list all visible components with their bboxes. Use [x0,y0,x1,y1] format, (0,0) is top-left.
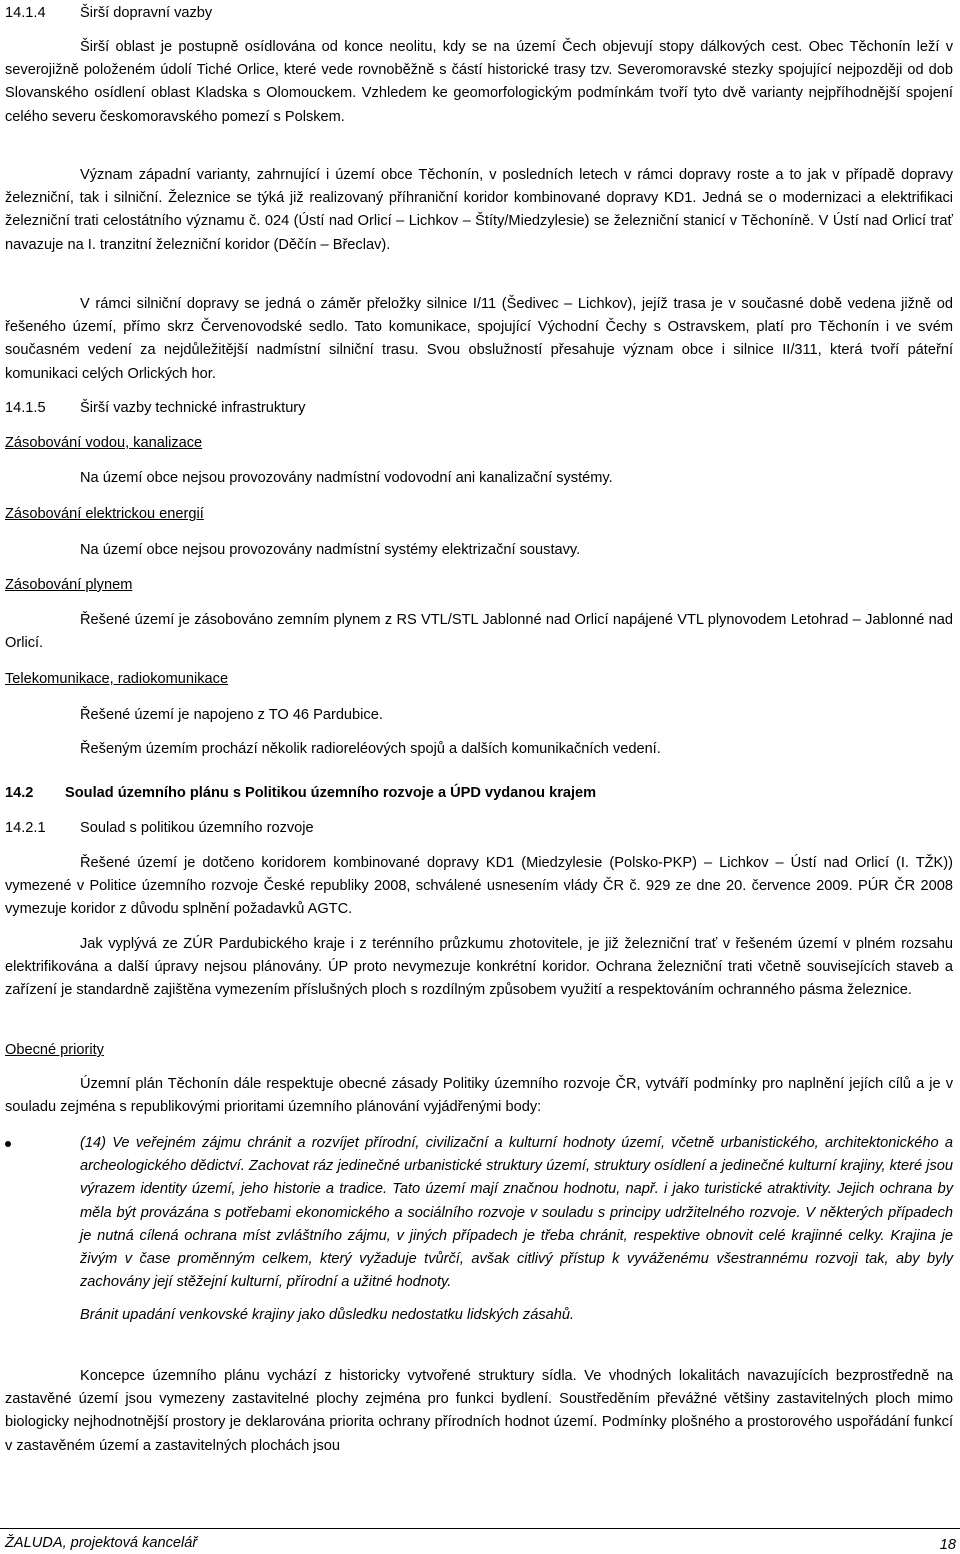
paragraph-wider-area: Širší oblast je postupně osídlována od konce neolitu, kdy se na území Čech objevují stopy dálkových cest. Obec Těchonín leží v severojižně položeném údolí Tiché Orlice, které vede rovnoběžně s částí historické trasy tzv. Severomoravské stezky spojující nejpozději od dob Slovanského osídlení oblast Kladska s Olomouckem. Vzhledem ke geomorfologickým podmínkám tvoří tyto dvě varianty nejpříhodnější spojení celého severu českomoravského pomezí s Polskem. [5,39,953,125]
subheading-water: Zásobování vodou, kanalizace [5,435,203,451]
section-heading-14-2-1 [5,817,314,840]
section-heading-14-1-4 [5,2,212,25]
section-heading-14-2 [5,782,596,805]
priority-14-text: (14) Ve veřejném zájmu chránit a rozvíjet přírodní, civilizační a kulturní hodnoty území, včetně urbanistického, architektonického a archeologického dědictví. Zachovat ráz jedinečné urbanistické struktury území, struktury osídlení a jedinečné kulturní krajiny, které jsou výrazem identity území, jeho historie a tradice. Tato území mají značnou hodnotu, např. i jako turistické atraktivity. Jejich ochrana by měla být provázána s potřebami ekonomického a sociálního rozvoje v souladu s principy udržitelného rozvoje. V některých případech je nutná cílená ochrana míst zvláštního zájmu, v jiných případech je třeba chránit, respektive obnovit celé krajinné celky. Krajina je živým v čase proměnným celkem, který vyžaduje tvůrčí, avšak citlivý přístup k vyváženému všestrannému rozvoji tak, aby byly zachovány její stěžejní kulturní, přírodní a užitné hodnoty. [80,1135,953,1291]
section-number: 14.1.4 [5,5,46,21]
section-heading-14-1-5 [5,397,305,420]
paragraph-general-principles: Územní plán Těchonín dále respektuje obecné zásady Politiky územního rozvoje ČR, vytváří podmínky pro naplnění jejích cílů a je v souladu zejména s republikovými prioritami územního plánování vyjádřenými body: [5,1076,953,1116]
subheading-gas: Zásobování plynem [5,577,133,593]
paragraph-telecom-1: Řešené území je napojeno z TO 46 Pardubice. [80,707,383,723]
subheading-priorities: Obecné priority [5,1042,104,1058]
bullet-icon [5,1141,11,1147]
subheading-telecom: Telekomunikace, radiokomunikace [5,671,229,687]
section-number: 14.2.1 [5,820,46,836]
page-number: 18 [939,1537,956,1553]
paragraph-electricity: Na území obce nejsou provozovány nadmístní systémy elektrizační soustavy. [80,542,581,558]
footer-divider [0,1528,960,1529]
section-title: Soulad územního plánu s Politikou územního rozvoje a ÚPD vydanou krajem [65,785,597,801]
paragraph-concept: Koncepce územního plánu vychází z historicky vytvořené struktury sídla. Ve vhodných lokalitách navazujících bezprostředně na zastavěné území jsou vymezeny zastavitelné plochy zejména pro funkci bydlení. Soustředěním převážné většiny zastavitelných ploch mimo biologicky nejhodnotnější prostory je deklarována priorita ochrany přírodních hodnot území. Podmínky plošného a prostorového uspořádání funkcí v zastavěném území a zastavitelných plochách jsou [5,1368,953,1454]
section-title: Soulad s politikou územního rozvoje [80,820,314,836]
paragraph-western-variant: Význam západní varianty, zahrnující i území obce Těchonín, v posledních letech v rámci dopravy roste a to jak v případě dopravy železniční, tak i silniční. Železnice se týká již realizovaný příhraniční koridor kombinované dopravy KD1. Jedná se o modernizaci a elektrifikaci železniční trati celostátního významu č. 024 (Ústí nad Orlicí – Lichkov – Štíty/Miedzylesie) se železniční stanicí v Těchoníně. V Ústí nad Orlicí trať navazuje na I. tranzitní železniční koridor (Děčín – Břeclav). [5,167,953,253]
footer-company: ŽALUDA, projektová kancelář [5,1535,198,1551]
paragraph-pur-corridor: Řešené území je dotčeno koridorem kombinované dopravy KD1 (Miedzylesie (Polsko-PKP) – Lichkov – Ústí nad Orlicí (I. TŽK)) vymezené v Politice územního rozvoje České republiky 2008, schválené usnesením vlády ČR č. 929 ze dne 20. července 2009. PÚR ČR 2008 vymezuje koridor z důvodu splnění požadavků AGTC. [5,855,953,918]
section-title: Širší dopravní vazby [80,5,213,21]
paragraph-gas: Řešené území je zásobováno zemním plynem z RS VTL/STL Jablonné nad Orlicí napájené VTL plynovodem Letohrad – Jablonné nad Orlicí. [5,612,953,652]
priority-14-text-b: Bránit upadání venkovské krajiny jako důsledku nedostatku lidských zásahů. [80,1307,575,1324]
paragraph-telecom-2: Řešeným územím prochází několik radioreléových spojů a dalších komunikačních vedení. [80,741,661,757]
paragraph-zur: Jak vyplývá ze ZÚR Pardubického kraje i z terénního průzkumu zhotovitele, je již železniční trať v řešeném území v plném rozsahu elektrifikována a další úpravy nejsou plánovány. ÚP proto nevymezuje konkrétní koridor. Ochrana železniční trati včetně souvisejících staveb a zařízení je standardně zajištěna vymezením příslušných ploch s rozdílným způsobem využití a respektováním ochranného pásma železnice. [5,936,953,999]
paragraph-water: Na území obce nejsou provozovány nadmístní vodovodní ani kanalizační systémy. [80,470,613,486]
paragraph-road-transport: V rámci silniční dopravy se jedná o záměr přeložky silnice I/11 (Šedivec – Lichkov), jejíž trasa je v současné době vedena jižně od řešeného území, přímo skrz Červenovodské sedlo. Tato komunikace, spojující Východní Čechy s Ostravskem, platí pro Těchonín i ve svém současném vedení za nejdůležitější nadmístní silniční trasu. Svou obslužností přesahuje význam obce i silnice II/311, která tvoří páteřní komunikaci celých Orlických hor. [5,296,953,382]
section-title: Širší vazby technické infrastruktury [80,400,306,416]
subheading-electricity: Zásobování elektrickou energií [5,506,204,522]
priority-list-item [5,1132,953,1328]
section-number: 14.1.5 [5,400,46,416]
section-number: 14.2 [5,785,34,801]
